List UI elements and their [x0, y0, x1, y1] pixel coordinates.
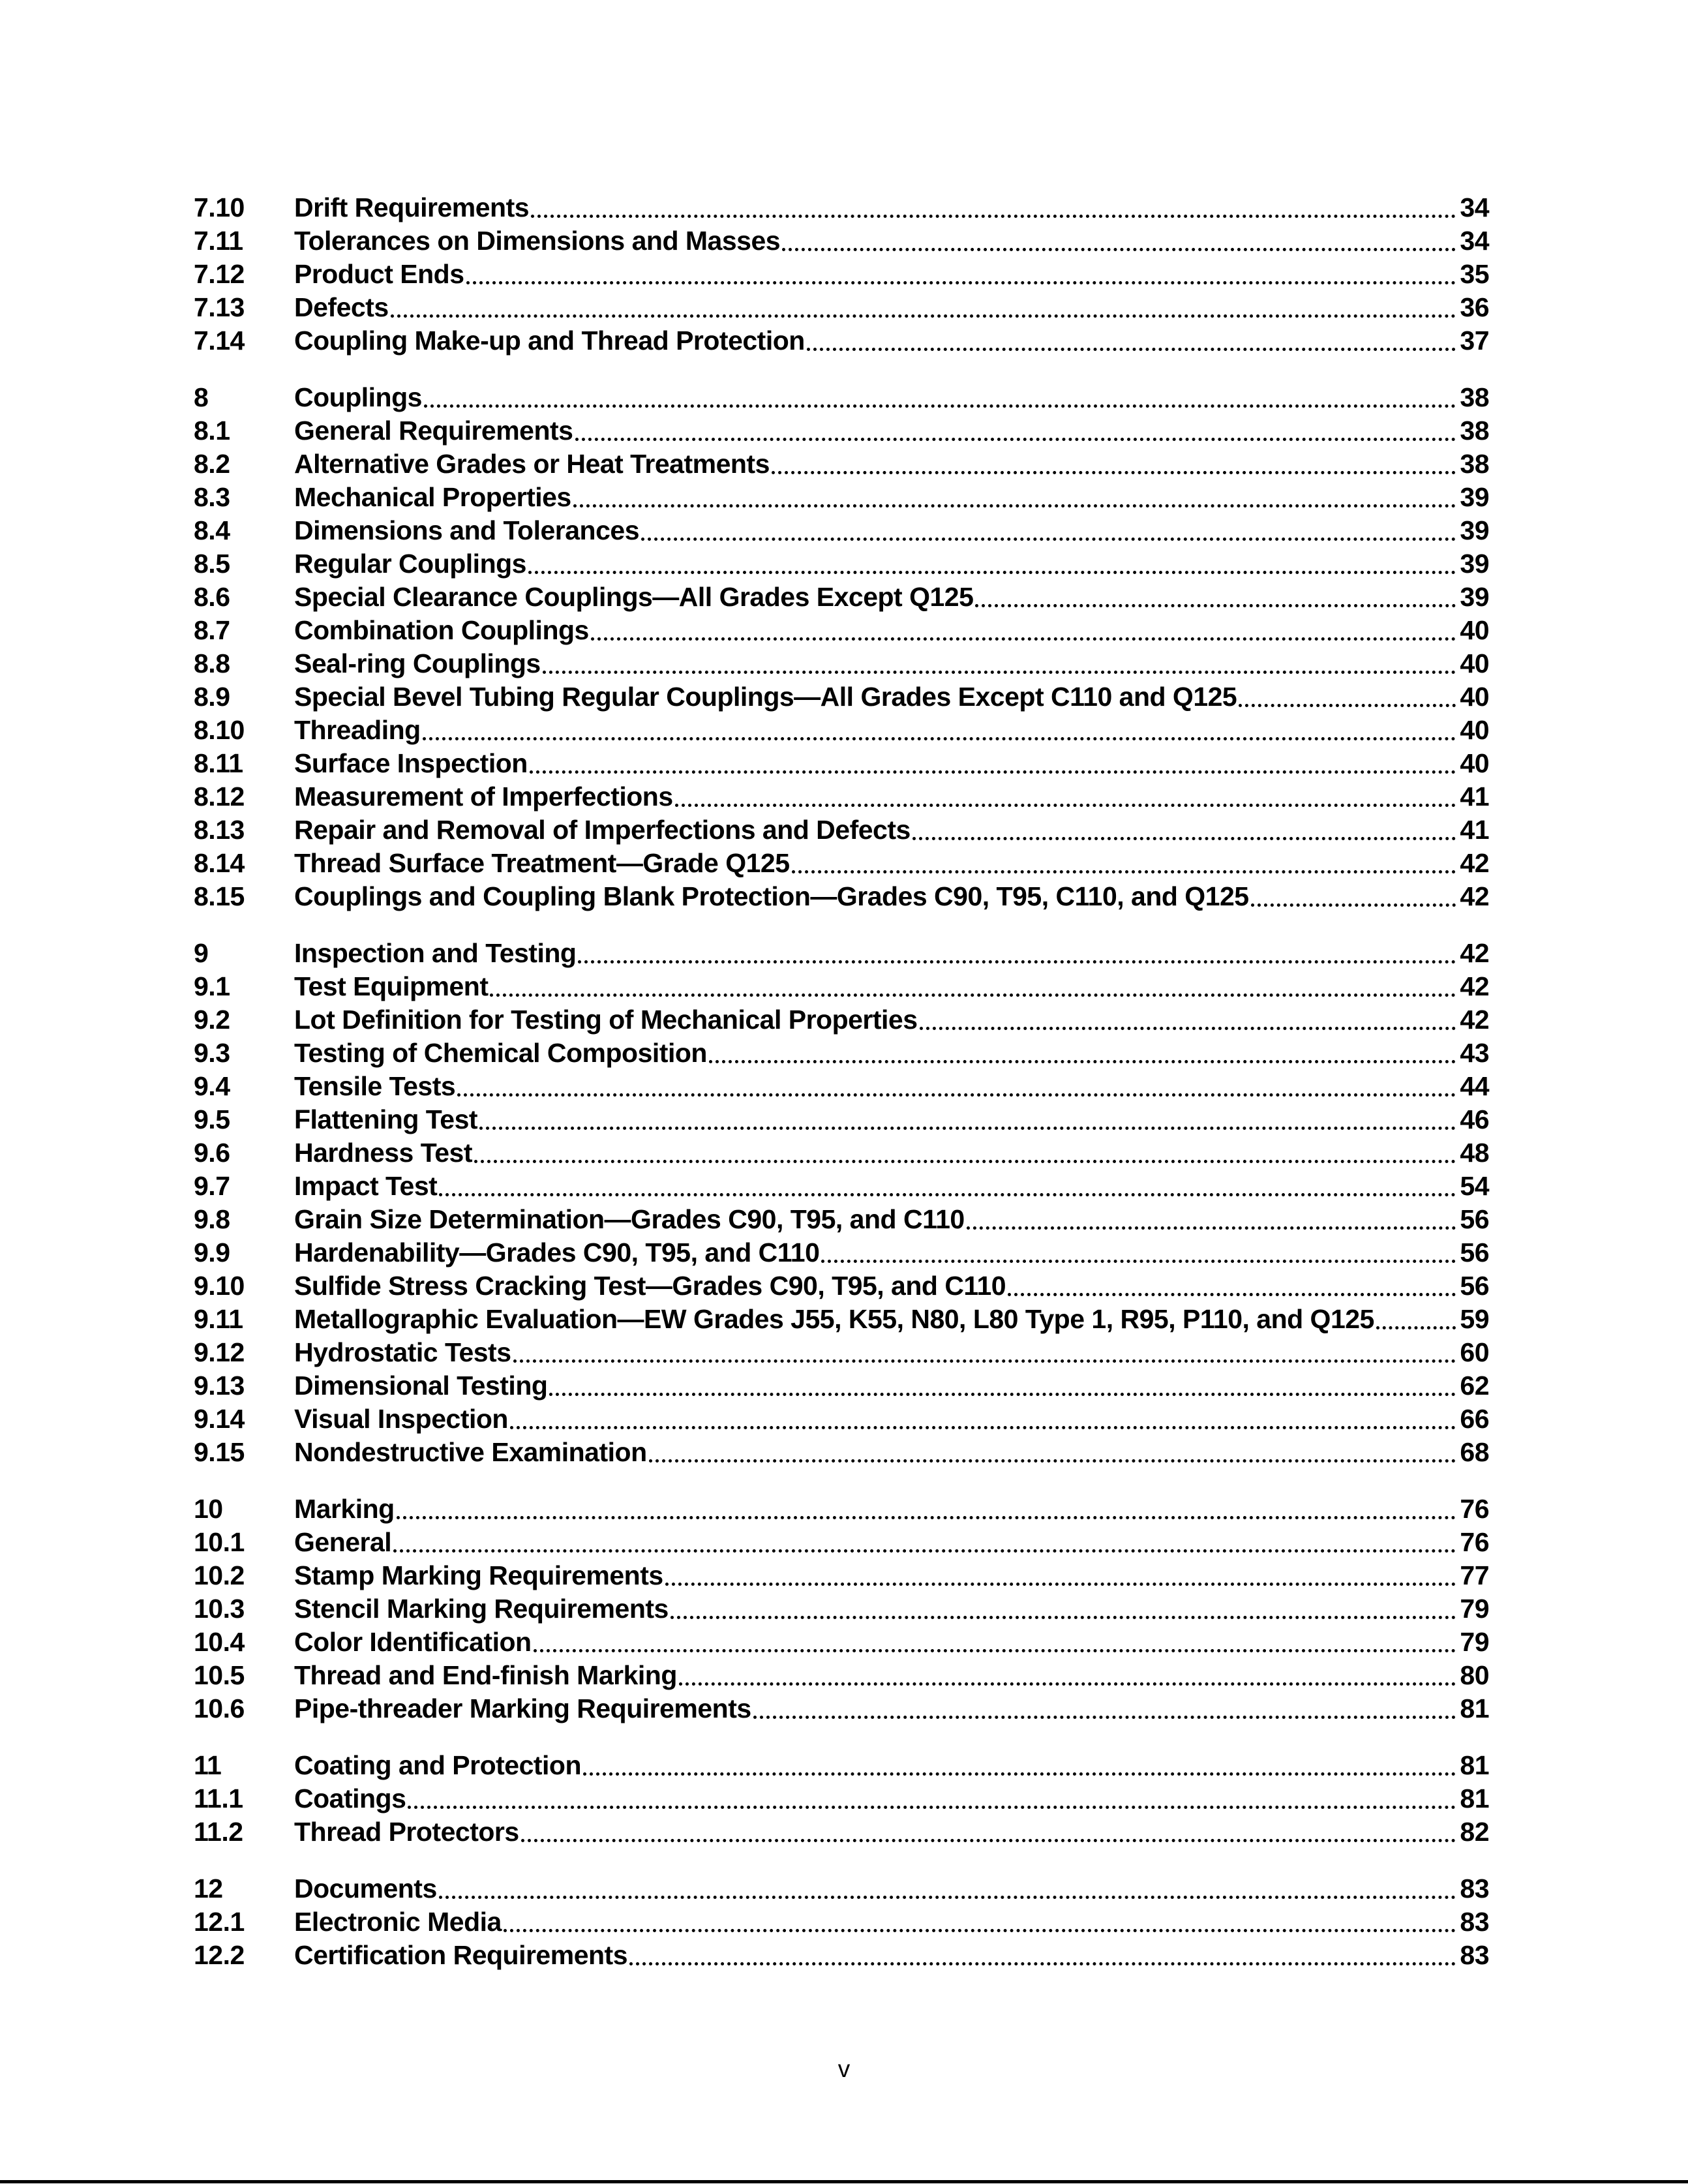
toc-entry [194, 1592, 1489, 1626]
dot-leader [439, 1896, 1456, 1899]
toc-entry-number: 8.15 [194, 881, 245, 911]
toc-entry-title: Seal-ring Couplings [294, 648, 541, 678]
toc-entry-title: Surface Inspection [294, 748, 528, 778]
toc-entry-title: Special Bevel Tubing Regular Couplings—All Grades Except C110 and Q125 [294, 682, 1237, 712]
toc-entry-title: Tolerances on Dimensions and Masses [294, 226, 781, 256]
toc-entry-title: Couplings and Coupling Blank Protection—Grades C90, T95, C110, and Q125 [294, 881, 1249, 911]
dot-leader [479, 1127, 1456, 1130]
toc-entry-number: 8.9 [194, 682, 230, 712]
toc-entry-title: Hardenability—Grades C90, T95, and C110 [294, 1237, 820, 1267]
toc-entry-number: 8.7 [194, 615, 230, 645]
dot-leader [397, 1516, 1456, 1519]
toc-entry-title: Regular Couplings [294, 549, 526, 579]
toc-entry-number: 9.13 [194, 1371, 245, 1401]
toc-entry-page: 43 [1460, 1038, 1489, 1068]
page-footer [0, 2056, 1688, 2082]
toc-entry [194, 1303, 1489, 1336]
toc-entry-title: Threading [294, 715, 421, 745]
dot-leader [457, 1093, 1456, 1097]
dot-leader [1008, 1293, 1456, 1296]
toc-entry-page: 79 [1460, 1594, 1489, 1624]
toc-entry-title: Hydrostatic Tests [294, 1337, 511, 1367]
toc-entry-number: 9.2 [194, 1005, 230, 1035]
toc-entry [194, 1692, 1489, 1725]
toc-entry [194, 780, 1489, 813]
dot-leader [641, 538, 1456, 541]
toc-entry-title: Combination Couplings [294, 615, 589, 645]
dot-leader [408, 1806, 1456, 1809]
toc-entry-number: 10.4 [194, 1627, 245, 1657]
toc-entry-number: 7.12 [194, 259, 245, 289]
toc-entry [194, 1872, 1489, 1905]
toc-entry-number: 8.12 [194, 781, 245, 811]
toc-entry [194, 1203, 1489, 1236]
toc-entry-number: 8 [194, 382, 209, 412]
toc-entry-number: 8.8 [194, 648, 230, 678]
toc-entry [194, 291, 1489, 324]
dot-leader [549, 1393, 1456, 1396]
toc-entry [194, 1103, 1489, 1136]
toc-entry-page: 40 [1460, 615, 1489, 645]
dot-leader [474, 1160, 1456, 1163]
toc-entry-number: 12.1 [194, 1907, 245, 1937]
toc-entry [194, 880, 1489, 913]
toc-entry-title: Coating and Protection [294, 1750, 581, 1780]
toc-entry-page: 42 [1460, 938, 1489, 968]
toc-entry-number: 8.1 [194, 416, 230, 446]
toc-entry-number: 9.11 [194, 1304, 243, 1334]
toc-entry-page: 56 [1460, 1237, 1489, 1267]
toc-entry [194, 1626, 1489, 1659]
toc-entry-page: 42 [1460, 1005, 1489, 1035]
toc-entry-page: 41 [1460, 781, 1489, 811]
toc-entry [194, 847, 1489, 880]
toc-entry-page: 40 [1460, 748, 1489, 778]
toc-entry-page: 41 [1460, 815, 1489, 845]
toc-entry [194, 1659, 1489, 1692]
toc-entry-title: Grain Size Determination—Grades C90, T95, and C110 [294, 1204, 965, 1234]
toc-entry-page: 34 [1460, 192, 1489, 222]
toc-section [194, 191, 1489, 357]
bottom-rule [0, 2180, 1688, 2183]
toc-entry-number: 12.2 [194, 1940, 245, 1970]
toc-entry-number: 9.14 [194, 1404, 245, 1434]
toc-entry-page: 83 [1460, 1940, 1489, 1970]
dot-leader [772, 471, 1456, 474]
toc-entry-page: 37 [1460, 326, 1489, 356]
toc-entry-title: Flattening Test [294, 1104, 478, 1134]
toc-entry-number: 9.12 [194, 1337, 245, 1367]
dot-leader [521, 1839, 1456, 1842]
toc-entry-page: 39 [1460, 482, 1489, 512]
toc-section [194, 1872, 1489, 1972]
toc-entry-page: 81 [1460, 1750, 1489, 1780]
toc-entry-title: Coupling Make-up and Thread Protection [294, 326, 805, 356]
dot-leader [575, 438, 1456, 441]
toc-entry-title: Mechanical Properties [294, 482, 571, 512]
dot-leader [391, 314, 1456, 318]
toc-entry [194, 414, 1489, 447]
toc-entry-number: 8.11 [194, 748, 243, 778]
toc-entry [194, 191, 1489, 224]
dot-leader [423, 737, 1456, 740]
toc-entry-number: 9 [194, 938, 209, 968]
dot-leader [424, 404, 1456, 408]
toc-entry-title: Special Clearance Couplings—All Grades Except Q125 [294, 582, 974, 612]
toc-entry-number: 8.14 [194, 848, 245, 878]
toc-entry-page: 44 [1460, 1071, 1489, 1101]
toc-entry-number: 10.5 [194, 1660, 245, 1690]
dot-leader [679, 1682, 1456, 1686]
toc-entry-title: Color Identification [294, 1627, 532, 1657]
dot-leader [466, 281, 1456, 284]
toc-entry [194, 581, 1489, 614]
toc-entry-page: 79 [1460, 1627, 1489, 1657]
toc-entry-number: 8.5 [194, 549, 230, 579]
toc-entry-number: 10.2 [194, 1560, 245, 1590]
toc-entry-page: 42 [1460, 848, 1489, 878]
toc-entry [194, 813, 1489, 847]
toc-entry [194, 937, 1489, 970]
dot-leader [753, 1716, 1456, 1719]
dot-leader [821, 1260, 1456, 1263]
toc-entry-number: 7.10 [194, 192, 245, 222]
dot-leader [591, 637, 1456, 641]
toc-entry-page: 83 [1460, 1907, 1489, 1937]
toc-entry-title: Product Ends [294, 259, 464, 289]
dot-leader [1376, 1326, 1456, 1329]
toc-entry [194, 714, 1489, 747]
toc-entry-page: 54 [1460, 1171, 1489, 1201]
toc-entry-number: 9.3 [194, 1038, 230, 1068]
toc-entry-title: Drift Requirements [294, 192, 530, 222]
toc-entry [194, 647, 1489, 680]
toc-entry-title: Marking [294, 1494, 395, 1524]
dot-leader [583, 1772, 1456, 1776]
toc-entry-number: 8.10 [194, 715, 245, 745]
toc-entry-title: Pipe-threader Marking Requirements [294, 1693, 751, 1723]
toc-entry-title: Stencil Marking Requirements [294, 1594, 669, 1624]
toc-entry-number: 9.6 [194, 1138, 230, 1168]
toc-entry [194, 970, 1489, 1003]
toc-entry-title: Thread Surface Treatment—Grade Q125 [294, 848, 790, 878]
toc-entry [194, 224, 1489, 258]
dot-leader [573, 504, 1456, 508]
dot-leader [513, 1359, 1456, 1363]
toc-entry [194, 1269, 1489, 1303]
toc-section [194, 1493, 1489, 1725]
toc-entry-number: 9.7 [194, 1171, 230, 1201]
toc-entry-title: Lot Definition for Testing of Mechanical Properties [294, 1005, 918, 1035]
toc-entry-title: Dimensional Testing [294, 1371, 548, 1401]
toc-entry-page: 76 [1460, 1494, 1489, 1524]
toc-entry-title: Measurement of Imperfections [294, 781, 673, 811]
toc-entry [194, 1369, 1489, 1403]
toc-entry-number: 7.11 [194, 226, 243, 256]
dot-leader [439, 1193, 1456, 1196]
toc-entry-title: Stamp Marking Requirements [294, 1560, 663, 1590]
toc-entry-title: Test Equipment [294, 971, 489, 1001]
toc-entry-title: Certification Requirements [294, 1940, 627, 1970]
dot-leader [504, 1929, 1456, 1932]
toc-entry [194, 1905, 1489, 1939]
dot-leader [671, 1616, 1456, 1619]
toc-entry-number: 10.3 [194, 1594, 245, 1624]
toc-entry-number: 8.4 [194, 515, 230, 545]
toc-entry [194, 1336, 1489, 1369]
toc-entry-number: 9.8 [194, 1204, 230, 1234]
toc-entry-title: Impact Test [294, 1171, 438, 1201]
toc-entry [194, 1559, 1489, 1592]
toc-entry [194, 614, 1489, 647]
toc-entry-number: 11.1 [194, 1783, 243, 1813]
toc-entry-page: 76 [1460, 1527, 1489, 1557]
toc-entry-number: 7.14 [194, 326, 245, 356]
toc-entry-page: 66 [1460, 1404, 1489, 1434]
toc-entry-title: Visual Inspection [294, 1404, 508, 1434]
toc-entry-title: Documents [294, 1873, 437, 1903]
toc-entry-number: 10 [194, 1494, 223, 1524]
dot-leader [665, 1583, 1456, 1586]
page-number-label: v [837, 2055, 851, 2082]
toc-entry-number: 10.1 [194, 1527, 245, 1557]
toc-entry-title: Nondestructive Examination [294, 1437, 647, 1467]
toc-entry-page: 35 [1460, 259, 1489, 289]
toc-entry [194, 1749, 1489, 1782]
dot-leader [629, 1962, 1456, 1965]
toc-entry-page: 83 [1460, 1873, 1489, 1903]
toc-entry [194, 514, 1489, 547]
toc-entry [194, 1003, 1489, 1037]
toc-entry [194, 1136, 1489, 1170]
dot-leader [792, 870, 1456, 873]
toc-entry-page: 48 [1460, 1138, 1489, 1168]
dot-leader [975, 604, 1456, 607]
toc-entry [194, 1526, 1489, 1559]
toc-entry-number: 8.6 [194, 582, 230, 612]
dot-leader [543, 671, 1456, 674]
dot-leader [578, 960, 1456, 963]
dot-leader [967, 1226, 1456, 1230]
toc-entry-page: 80 [1460, 1660, 1489, 1690]
toc-entry [194, 680, 1489, 714]
toc-entry [194, 1493, 1489, 1526]
toc-entry [194, 1436, 1489, 1469]
toc-entry [194, 481, 1489, 514]
toc-entry [194, 1070, 1489, 1103]
toc-entry-title: Alternative Grades or Heat Treatments [294, 449, 770, 479]
toc-entry-number: 9.5 [194, 1104, 230, 1134]
toc-entry-page: 34 [1460, 226, 1489, 256]
toc-entry-number: 9.15 [194, 1437, 245, 1467]
toc-entry-page: 40 [1460, 715, 1489, 745]
toc-entry-title: Tensile Tests [294, 1071, 456, 1101]
toc-entry-page: 39 [1460, 549, 1489, 579]
toc-entry-page: 38 [1460, 449, 1489, 479]
toc-entry-title: Couplings [294, 382, 422, 412]
toc-entry-title: Thread and End-finish Marking [294, 1660, 677, 1690]
toc-entry-page: 81 [1460, 1693, 1489, 1723]
dot-leader [534, 1649, 1456, 1652]
toc-entry-title: Testing of Chemical Composition [294, 1038, 707, 1068]
toc-entry-number: 8.13 [194, 815, 245, 845]
dot-leader [920, 1027, 1456, 1030]
toc-entry [194, 447, 1489, 481]
dot-leader [807, 348, 1456, 351]
toc-entry [194, 1939, 1489, 1972]
toc-entry-number: 10.6 [194, 1693, 245, 1723]
toc-entry-page: 82 [1460, 1817, 1489, 1847]
toc-entry-number: 8.2 [194, 449, 230, 479]
toc-entry-number: 9.10 [194, 1271, 245, 1301]
dot-leader [490, 993, 1456, 997]
toc-entry-title: General [294, 1527, 392, 1557]
dot-leader [649, 1459, 1456, 1463]
toc-entry [194, 747, 1489, 780]
toc-entry-page: 59 [1460, 1304, 1489, 1334]
toc-entry-title: Dimensions and Tolerances [294, 515, 640, 545]
toc-entry-title: Metallographic Evaluation—EW Grades J55, K55, N80, L80 Type 1, R95, P110, and Q125 [294, 1304, 1374, 1334]
toc-entry [194, 1236, 1489, 1269]
toc-entry-page: 77 [1460, 1560, 1489, 1590]
toc-entry-page: 81 [1460, 1783, 1489, 1813]
toc-section [194, 1749, 1489, 1849]
toc-entry [194, 547, 1489, 581]
dot-leader [531, 215, 1456, 218]
toc-entry-page: 46 [1460, 1104, 1489, 1134]
toc-entry-number: 12 [194, 1873, 223, 1903]
toc-entry-page: 42 [1460, 971, 1489, 1001]
toc-entry [194, 1170, 1489, 1203]
toc-entry-page: 36 [1460, 292, 1489, 322]
toc-entry-title: Thread Protectors [294, 1817, 519, 1847]
toc-entry [194, 1037, 1489, 1070]
toc-entry [194, 381, 1489, 414]
dot-leader [912, 837, 1456, 840]
toc-entry-number: 9.4 [194, 1071, 230, 1101]
toc-entry-title: Repair and Removal of Imperfections and Defects [294, 815, 911, 845]
toc-entry [194, 324, 1489, 357]
toc-entry-title: Defects [294, 292, 389, 322]
toc-entry [194, 1782, 1489, 1815]
toc-entry-page: 60 [1460, 1337, 1489, 1367]
toc-entry-title: Inspection and Testing [294, 938, 577, 968]
toc-entry-number: 11.2 [194, 1817, 243, 1847]
toc-entry-title: Hardness Test [294, 1138, 473, 1168]
dot-leader [393, 1549, 1456, 1553]
toc-entry-page: 40 [1460, 648, 1489, 678]
toc-entry-page: 39 [1460, 515, 1489, 545]
toc-entry [194, 1815, 1489, 1849]
dot-leader [709, 1060, 1456, 1063]
toc-entry-page: 38 [1460, 382, 1489, 412]
toc-entry-title: Coatings [294, 1783, 406, 1813]
dot-leader [530, 770, 1456, 774]
toc-entry-title: Sulfide Stress Cracking Test—Grades C90, T95, and C110 [294, 1271, 1006, 1301]
table-of-contents [194, 191, 1489, 1972]
toc-entry-number: 7.13 [194, 292, 245, 322]
toc-entry-page: 68 [1460, 1437, 1489, 1467]
toc-entry-title: Electronic Media [294, 1907, 502, 1937]
toc-section [194, 381, 1489, 913]
toc-entry [194, 258, 1489, 291]
dot-leader [510, 1426, 1456, 1429]
toc-entry-page: 42 [1460, 881, 1489, 911]
toc-entry-page: 40 [1460, 682, 1489, 712]
dot-leader [1251, 903, 1456, 907]
toc-entry-number: 9.1 [194, 971, 230, 1001]
dot-leader [1239, 704, 1456, 707]
dot-leader [782, 248, 1456, 251]
toc-entry-number: 11 [194, 1750, 222, 1780]
toc-entry-page: 39 [1460, 582, 1489, 612]
toc-entry-page: 62 [1460, 1371, 1489, 1401]
toc-entry-page: 56 [1460, 1271, 1489, 1301]
toc-entry [194, 1403, 1489, 1436]
toc-entry-page: 56 [1460, 1204, 1489, 1234]
dot-leader [528, 571, 1456, 574]
toc-entry-page: 38 [1460, 416, 1489, 446]
toc-entry-number: 9.9 [194, 1237, 230, 1267]
dot-leader [675, 804, 1456, 807]
toc-section [194, 937, 1489, 1469]
toc-entry-number: 8.3 [194, 482, 230, 512]
toc-entry-title: General Requirements [294, 416, 573, 446]
